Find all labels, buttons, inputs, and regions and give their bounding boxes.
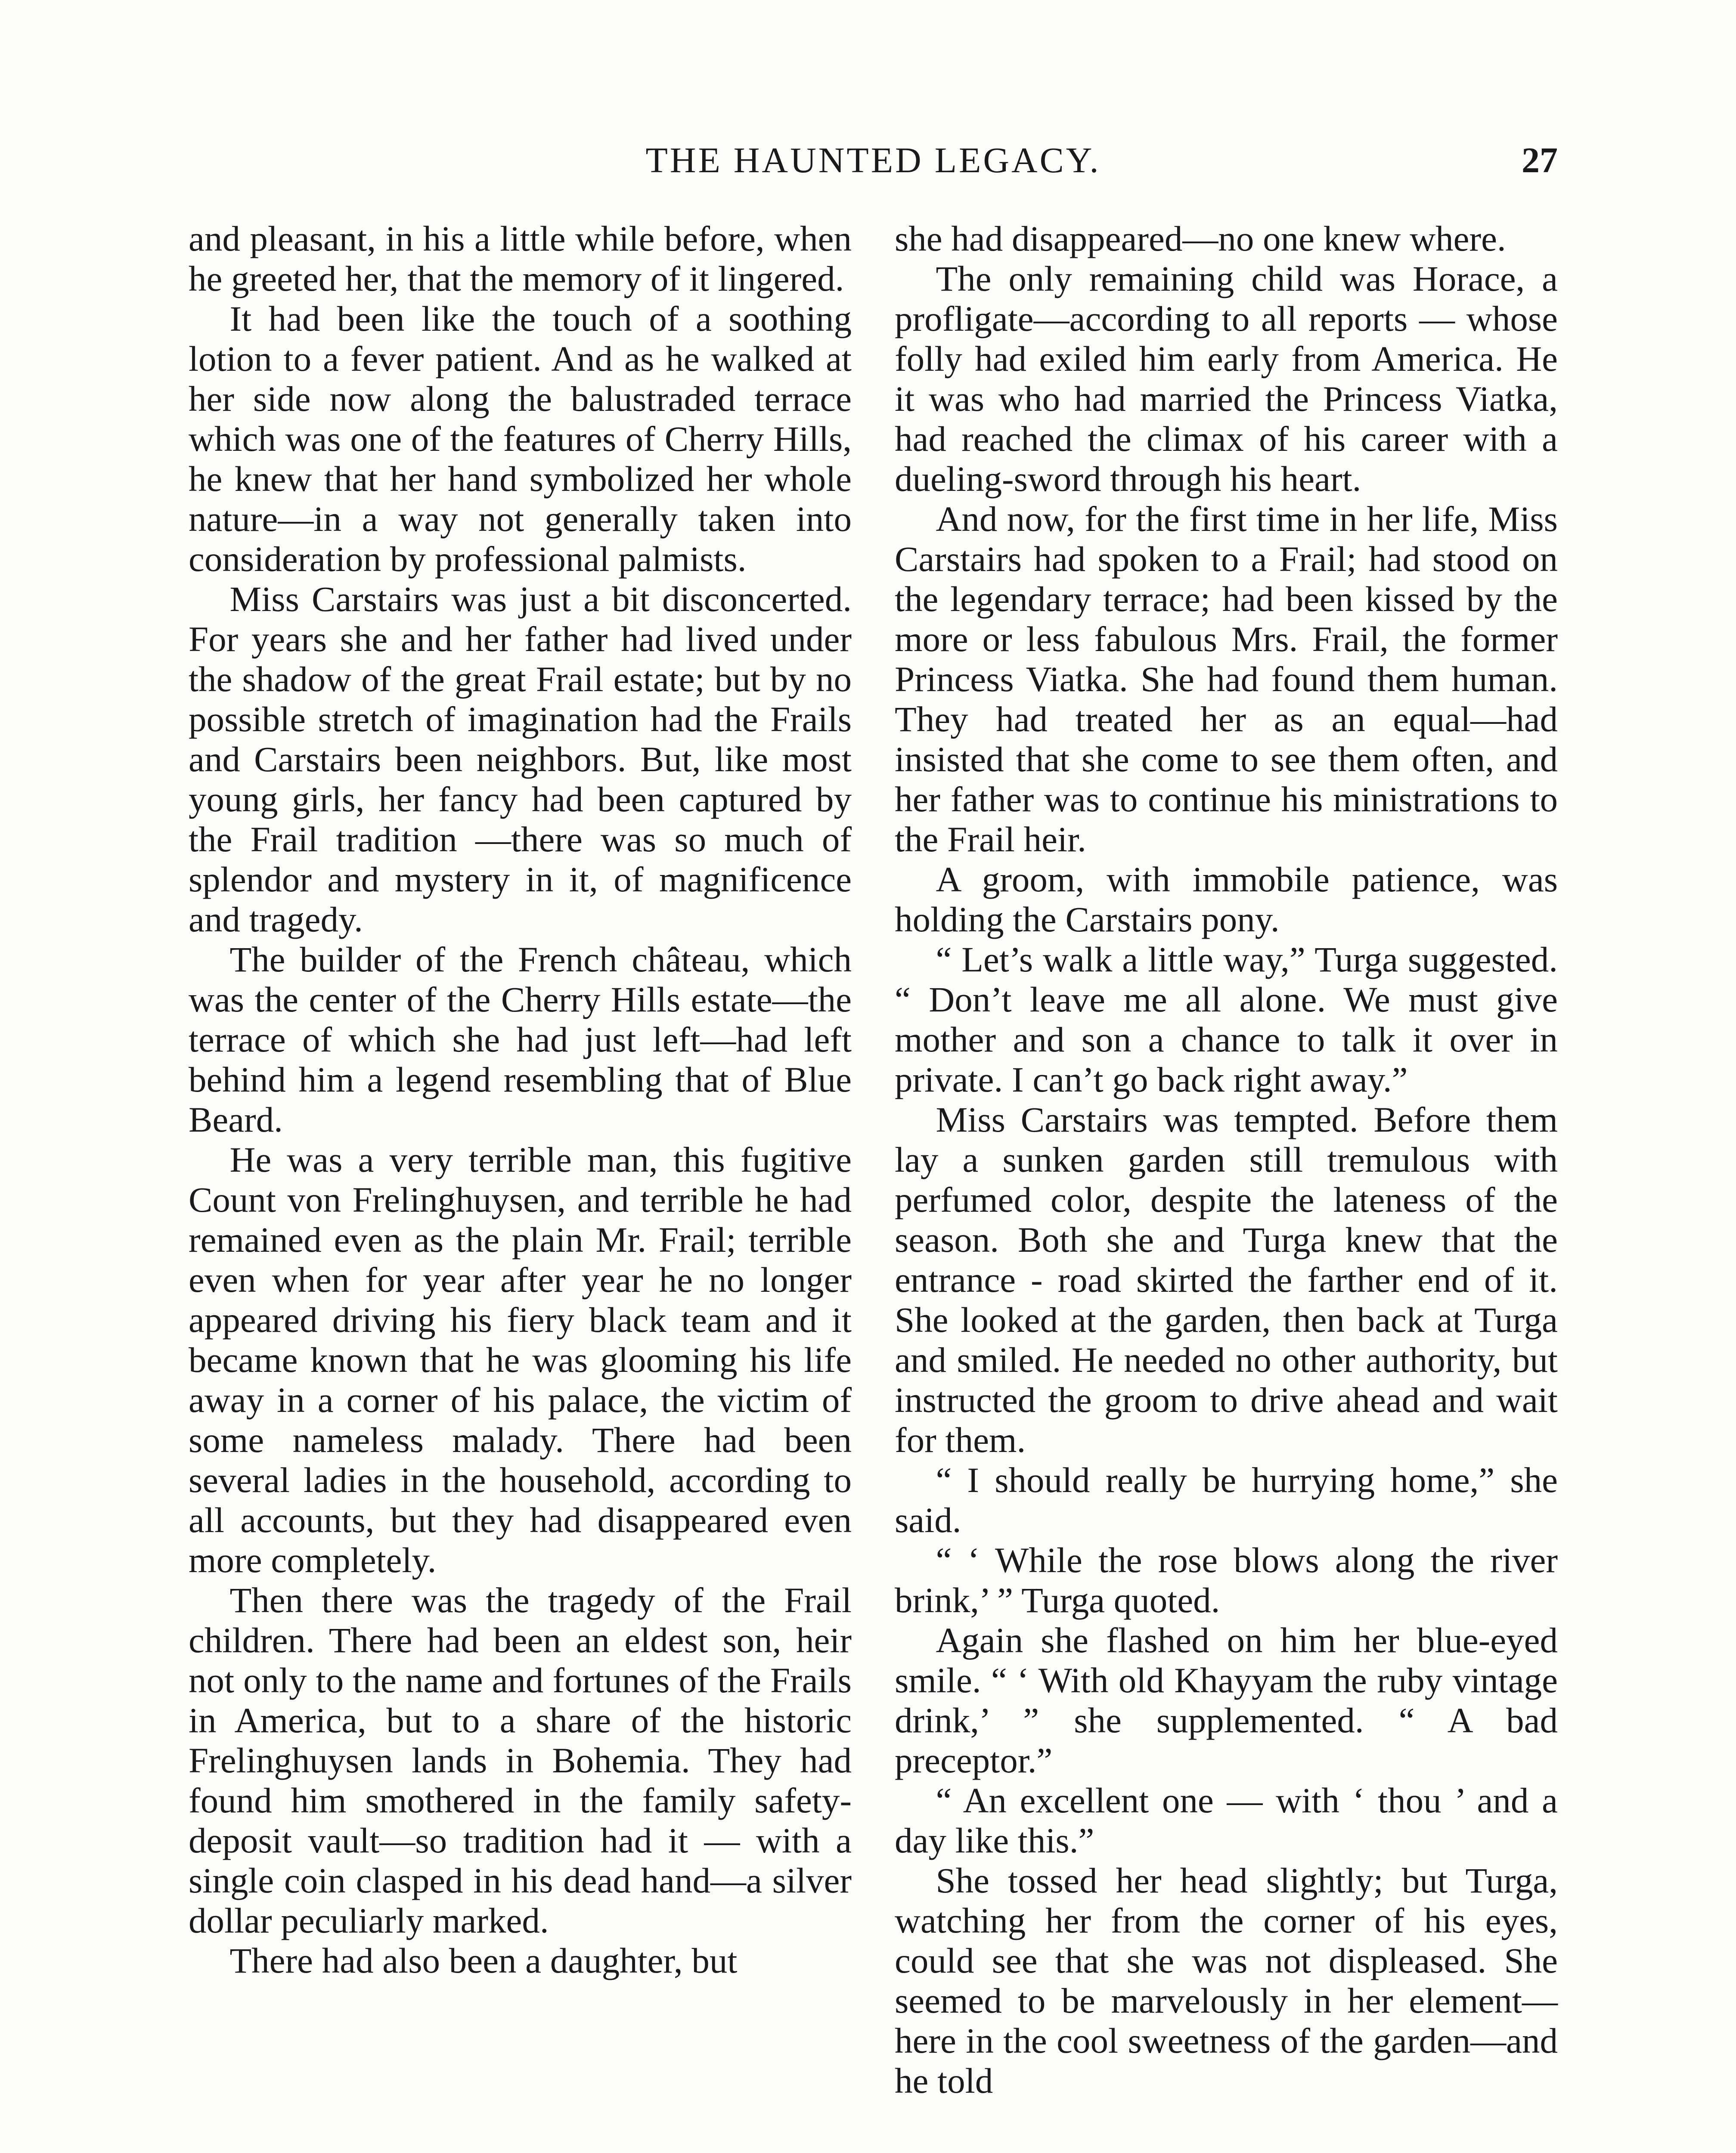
paragraph: A groom, with immobile patience, was holding the Carstairs pony. [895, 859, 1558, 939]
paragraph: There had also been a daughter, but [229, 1941, 738, 1980]
paragraph: “ ‘ While the rose blows along the river brink,’ ” Turga quoted. [895, 1540, 1558, 1620]
paragraph: The builder of the French château, which was the center of the Cherry Hills estate—the terrace of which she had just left—had left behind him a legend resembling that of Blue Beard. [189, 940, 852, 1139]
right-column [895, 219, 1558, 2153]
paragraph: “ I should really be hurrying home,” she said. [895, 1460, 1558, 1540]
paragraph: and pleasant, in his a little while before, when he greeted her, that the memory of it lingered. [189, 219, 852, 298]
paragraph: “ An excellent one — with ‘ thou ’ and a day like this.” [895, 1781, 1558, 1860]
paragraph: she had disappeared—no one knew where. [895, 219, 1506, 258]
page-number: 27 [1522, 140, 1558, 180]
paragraph: Miss Carstairs was tempted. Before them lay a sunken garden still tremulous with perfumed color, despite the lateness of the season. Both she and Turga knew that the entrance - road skirted the farther end of it. She looked at the garden, then back at Turga and smiled. He needed no other authority, but instructed the groom to drive ahead and wait for them. [895, 1100, 1558, 1460]
paragraph: It had been like the touch of a soothing lotion to a fever patient. And as he walked at her side now along the balustraded terrace which was one of the features of Cherry Hills, he knew that her hand symbolized her whole nature—in a way not generally taken into consideration by professional palmists. [189, 299, 852, 579]
paragraph: And now, for the first time in her life, Miss Carstairs had spoken to a Frail; had stood on the legendary terrace; had been kissed by the more or less fabulous Mrs. Frail, the former Princess Viatka. She had found them human. They had treated her as an equal—had insisted that she come to see them often, and her father was to continue his ministrations to the Frail heir. [895, 499, 1558, 859]
paragraph: She tossed her head slightly; but Turga, watching her from the corner of his eyes, could see that she was not displeased. She seemed to be marvelously in her element—here in the cool sweetness of the garden—and he told [895, 1861, 1558, 2100]
paragraph: The only remaining child was Horace, a profligate—according to all reports — whose folly had exiled him early from America. He it was who had married the Princess Viatka, had reached the climax of his career with a dueling-sword through his heart. [895, 259, 1558, 499]
paragraph: Again she flashed on him her blue-eyed smile. “ ‘ With old Khayyam the ruby vintage drink,’ ” she supplemented. “ A bad preceptor.” [895, 1620, 1558, 1780]
left-column [189, 219, 852, 2153]
paragraph: Then there was the tragedy of the Frail children. There had been an eldest son, heir not only to the name and fortunes of the Frails in America, but to a share of the historic Frelinghuysen lands in Bohemia. They had found him smothered in the family safety-deposit vault—so tradition had it — with a single coin clasped in his dead hand—a silver dollar peculiarly marked. [189, 1580, 852, 1940]
paragraph: Miss Carstairs was just a bit disconcerted. For years she and her father had lived under the shadow of the great Frail estate; but by no possible stretch of imagination had the Frails and Carstairs been neighbors. But, like most young girls, her fancy had been captured by the Frail tradition —there was so much of splendor and mystery in it, of magnificence and tragedy. [189, 579, 852, 939]
paragraph: He was a very terrible man, this fugitive Count von Frelinghuysen, and terrible he had remained even as the plain Mr. Frail; terrible even when for year after year he no longer appeared driving his fiery black team and it became known that he was glooming his life away in a corner of his palace, the victim of some nameless malady. There had been several ladies in the household, according to all accounts, but they had disappeared even more completely. [189, 1140, 852, 1580]
paragraph: “ Let’s walk a little way,” Turga suggested. “ Don’t leave me all alone. We must give mother and son a chance to talk it over in private. I can’t go back right away.” [895, 940, 1558, 1099]
running-title: THE HAUNTED LEGACY. [645, 140, 1101, 180]
running-head [189, 137, 1558, 184]
